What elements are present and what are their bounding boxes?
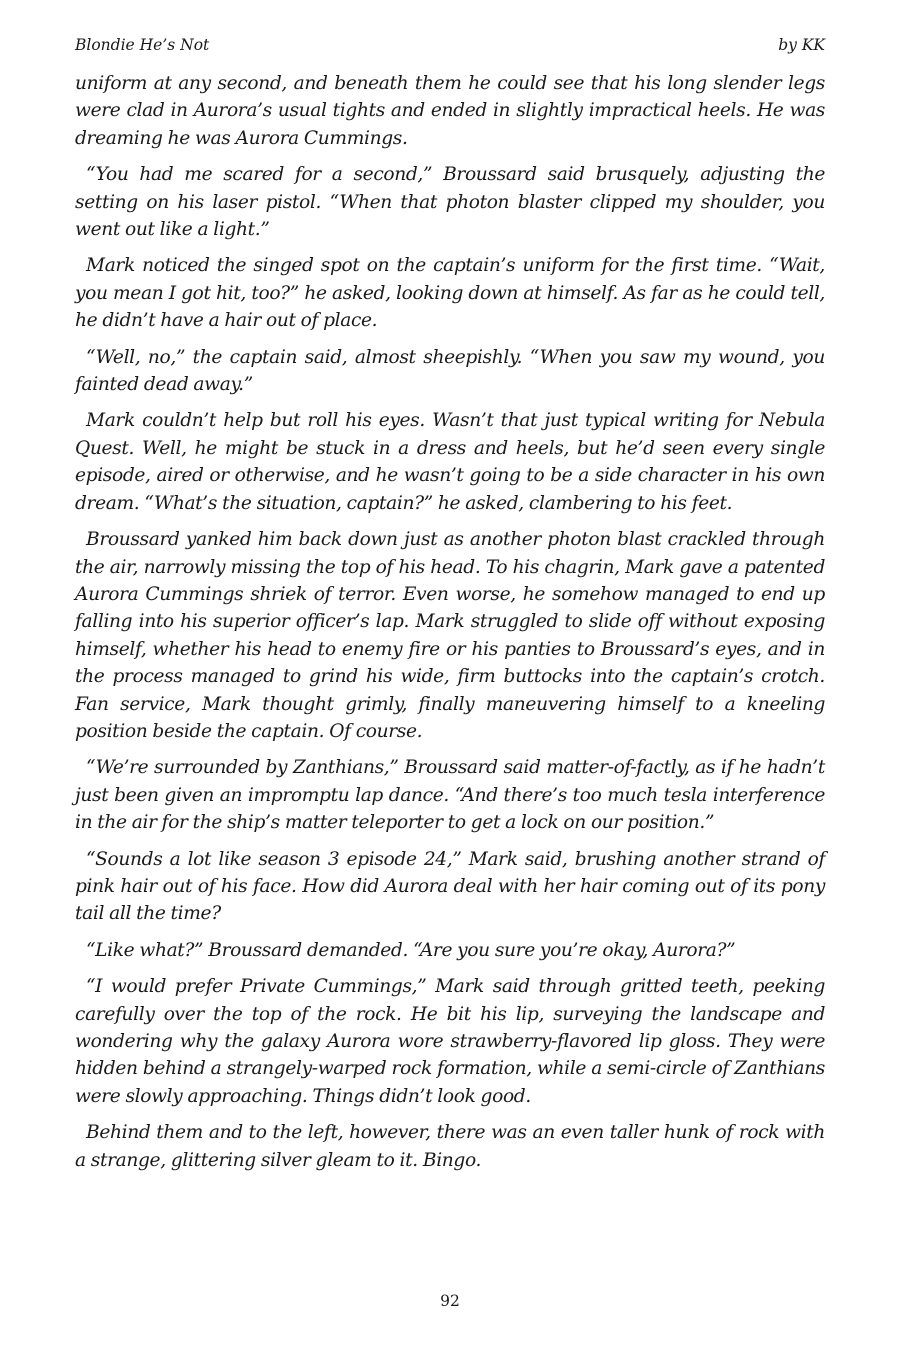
running-head (75, 36, 825, 58)
paragraph: “Well, no,” the captain said, almost sheepishly. “When you saw my wound, you fainted dead away.” (75, 346, 825, 396)
paragraph: Mark noticed the singed spot on the captain’s uniform for the first time. “Wait, you mean I got hit, too?” he asked, looking down at himself. As far as he could tell, he didn’t have a hair out of place. (75, 255, 825, 332)
paragraph: Behind them and to the left, however, there was an even taller hunk of rock with a strange, glittering silver gleam to it. Bingo. (75, 1122, 825, 1171)
paragraph: “Like what?” Broussard demanded. “Are you sure you’re okay, Aurora?” (86, 939, 736, 961)
paragraph: Mark couldn’t help but roll his eyes. Wasn’t that just typical writing for Nebula Quest. Well, he might be stuck in a dress and heels, but he’d seen every single episode, aired or otherwise, and he wasn’t going to be a side character in his own dream. “What’s the situation, captain?” he asked, clambering to his feet. (75, 410, 825, 514)
book-title: Blondie He’s Not (75, 36, 210, 54)
paragraph: “We’re surrounded by Zanthians,” Broussard said matter-of-factly, as if he hadn’t just been given an impromptu lap dance. “And there’s too much tesla interference in the air for the ship’s matter teleporter to get a lock on our position.” (75, 757, 825, 834)
body-text (75, 70, 825, 1183)
page-number: 92 (440, 1292, 460, 1310)
paragraph: uniform at any second, and beneath them he could see that his long slender legs were clad in Aurora’s usual tights and ended in slightly impractical heels. He was dreaming he was Aurora Cummings. (75, 73, 825, 149)
paragraph: “I would prefer Private Cummings,” Mark said through gritted teeth, peeking carefully over the top of the rock. He bit his lip, surveying the landscape and wondering why the galaxy Aurora wore strawberry-flavored lip gloss. They were hidden behind a strangely-warped rock formation, while a semi-circle of Zanthians were slowly approaching. Things didn’t look good. (75, 976, 825, 1107)
paragraph: “You had me scared for a second,” Broussard said brusquely, adjusting the setting on his laser pistol. “When that photon blaster clipped my shoulder, you went out like a light.” (75, 164, 825, 241)
paragraph: Broussard yanked him back down just as another photon blast crackled through the air, narrowly missing the top of his head. To his chagrin, Mark gave a patented Aurora Cummings shriek of terror. Even worse, he somehow managed to end up falling into his superior officer’s lap. Mark struggled to slide off without exposing himself, whether his head to enemy fire or his panties to Broussard’s eyes, and in the process managed to grind his wide, firm buttocks into the captain’s crotch. Fan service, Mark thought grimly, finally maneuvering himself to a kneeling position beside the captain. Of course. (75, 529, 825, 742)
author-name: by KK (778, 36, 825, 54)
paragraph: “Sounds a lot like season 3 episode 24,” Mark said, brushing another strand of pink hair out of his face. How did Aurora deal with her hair coming out of its pony tail all the time? (75, 848, 825, 925)
